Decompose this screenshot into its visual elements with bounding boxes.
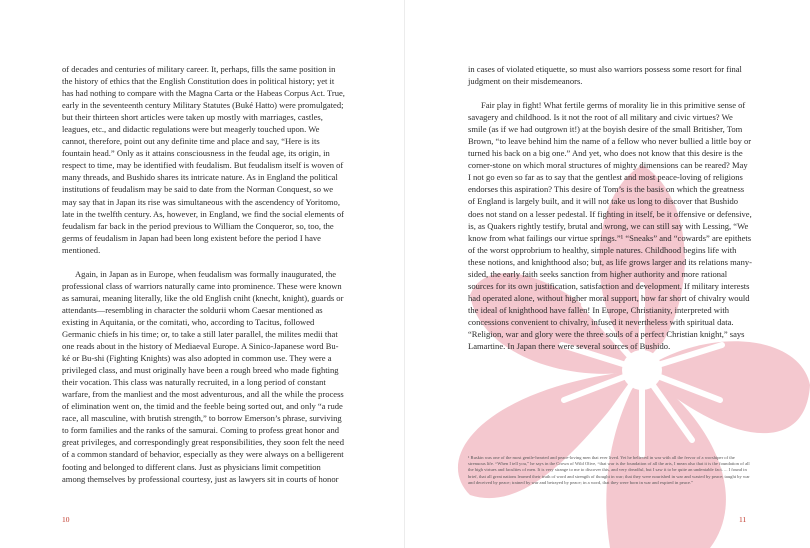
right-text-column: [468, 63, 752, 352]
page-number-right: 11: [739, 515, 747, 524]
left-paragraph-1: of decades and centuries of military career. It, perhaps, fills the same position in the history of ethics that the English Constitution does in political history; yet it has had nothing to compare with the Magna Carta or the Habeas Corpus Act. True, early in the seventeenth century Military Statutes (Buké Hatto) were promulgated; but their thirteen short articles were taken up mostly with marriages, castles, leagues, etc., and didactic regulations were but meagerly touched upon. We cannot, therefore, point out any definite time and place and say, “Here is its fountain head.” Only as it attains consciousness in the feudal age, its origin, in respect to time, may be identified with feudalism. But feudalism itself is woven of many threads, and Bushido shares its intricate nature. As in England the political institutions of feudalism may be said to date from the Norman Conquest, so we may say that in Japan its rise was simultaneous with the ascendency of Yoritomo, late in the twelfth century. As, however, in England, we find the social elements of feudalism far back in the period previous to William the Conqueror, so, too, the germs of feudalism in Japan had been long existent before the period I have mentioned.: [62, 64, 345, 255]
left-paragraph-2: Again, in Japan as in Europe, when feudalism was formally inaugurated, the professional class of warriors naturally came into prominence. These were known as samurai, meaning literally, like the old English cniht (knecht, knight), guards or attendants—resembling in character the soldurii whom Caesar mentioned as existing in Aquitania, or the comitati, who, according to Tacitus, followed Germanic chiefs in his time; or, to take a still later parallel, the milites medii that one reads about in the history of Mediaeval Europe. A Sinico-Japanese word Bu-ké or Bu-shi (Fighting Knights) was also adopted in common use. They were a privileged class, and must originally have been a rough breed who made fighting their vocation. This class was naturally recruited, in a long period of constant warfare, from the manliest and the most adventurous, and all the while the process of elimination went on, the timid and the feeble being sorted out, and only “a rude race, all masculine, with brutish strength,” to borrow Emerson’s phrase, surviving to form families and the ranks of the samurai. Coming to profess great honor and great privileges, and correspondingly great responsibilities, they soon felt the need of a common standard of behavior, especially as they were always on a belligerent footing and belonged to different clans. Just as physicians limit competition among themselves by professional courtesy, just as lawyers sit in courts of honor: [62, 268, 344, 484]
right-paragraph-2: Fair play in fight! What fertile germs of morality lie in this primitive sense of savagery and childhood. Is it not the root of all military and civic virtues? We smile (as if we had outgrown it!) at the boyish desire of the small Britisher, Tom Brown, “to leave behind him the name of a fellow who never bullied a little boy or turned his back on a big one.” And yet, who does not know that this desire is the corner-stone on which moral structures of mighty dimensions can be reared? May I not go even so far as to say that the gentlest and most peace-loving of religions endorses this aspiration? This desire of Tom’s is the basis on which the greatness of England is largely built, and it will not take us long to discover that Bushido does not stand on a lesser pedestal. If fighting in itself, be it offensive or defensive, is, as Quakers rightly testify, brutal and wrong, we can still say with Lessing, “We know from what failings our virtue springs.”¹ “Sneaks” and “cowards” are epithets of the worst opprobrium to healthy, simple natures. Childhood begins life with these notions, and knighthood also; but, as life grows larger and its relations many-sided, the early faith seeks sanction from higher authority and more rational sources for its own justification, satisfaction and development. If military interests had operated alone, without higher moral support, how far short of chivalry would the ideal of knighthood have fallen! In Europe, Christianity, interpreted with concessions convenient to chivalry, infused it nevertheless with spiritual data. “Religion, war and glory were the three souls of a perfect Christian knight,” says Lamartine. In Japan there were several sources of Bushido.: [468, 100, 752, 352]
right-paragraph-1: in cases of violated etiquette, so must also warriors possess some resort for final judgment on their misdemeanors.: [468, 64, 742, 87]
page-number-left: 10: [62, 515, 70, 524]
footnote: ¹ Ruskin was one of the most gentle-hearted and peace-loving men that ever lived. Yet he believed in war with all the fervor of a worshiper of the strenuous life. “When I tell you,” he says in the Crown of Wild Olive, “that war is the foundation of all the arts, I mean also that it is the foundation of all the high virtues and faculties of men. It is very strange to me to discover this, and very dreadful, but I saw it to be quite an undeniable fact. ... I found in brief, that all great nations learned their truth of word and strength of thought in war; that they were nourished in war and wasted by peace; taught by war and deceived by peace; trained by war and betrayed by peace; in a word, that they were born in war and expired in peace.”: [468, 455, 750, 485]
left-text-column: [62, 63, 345, 485]
